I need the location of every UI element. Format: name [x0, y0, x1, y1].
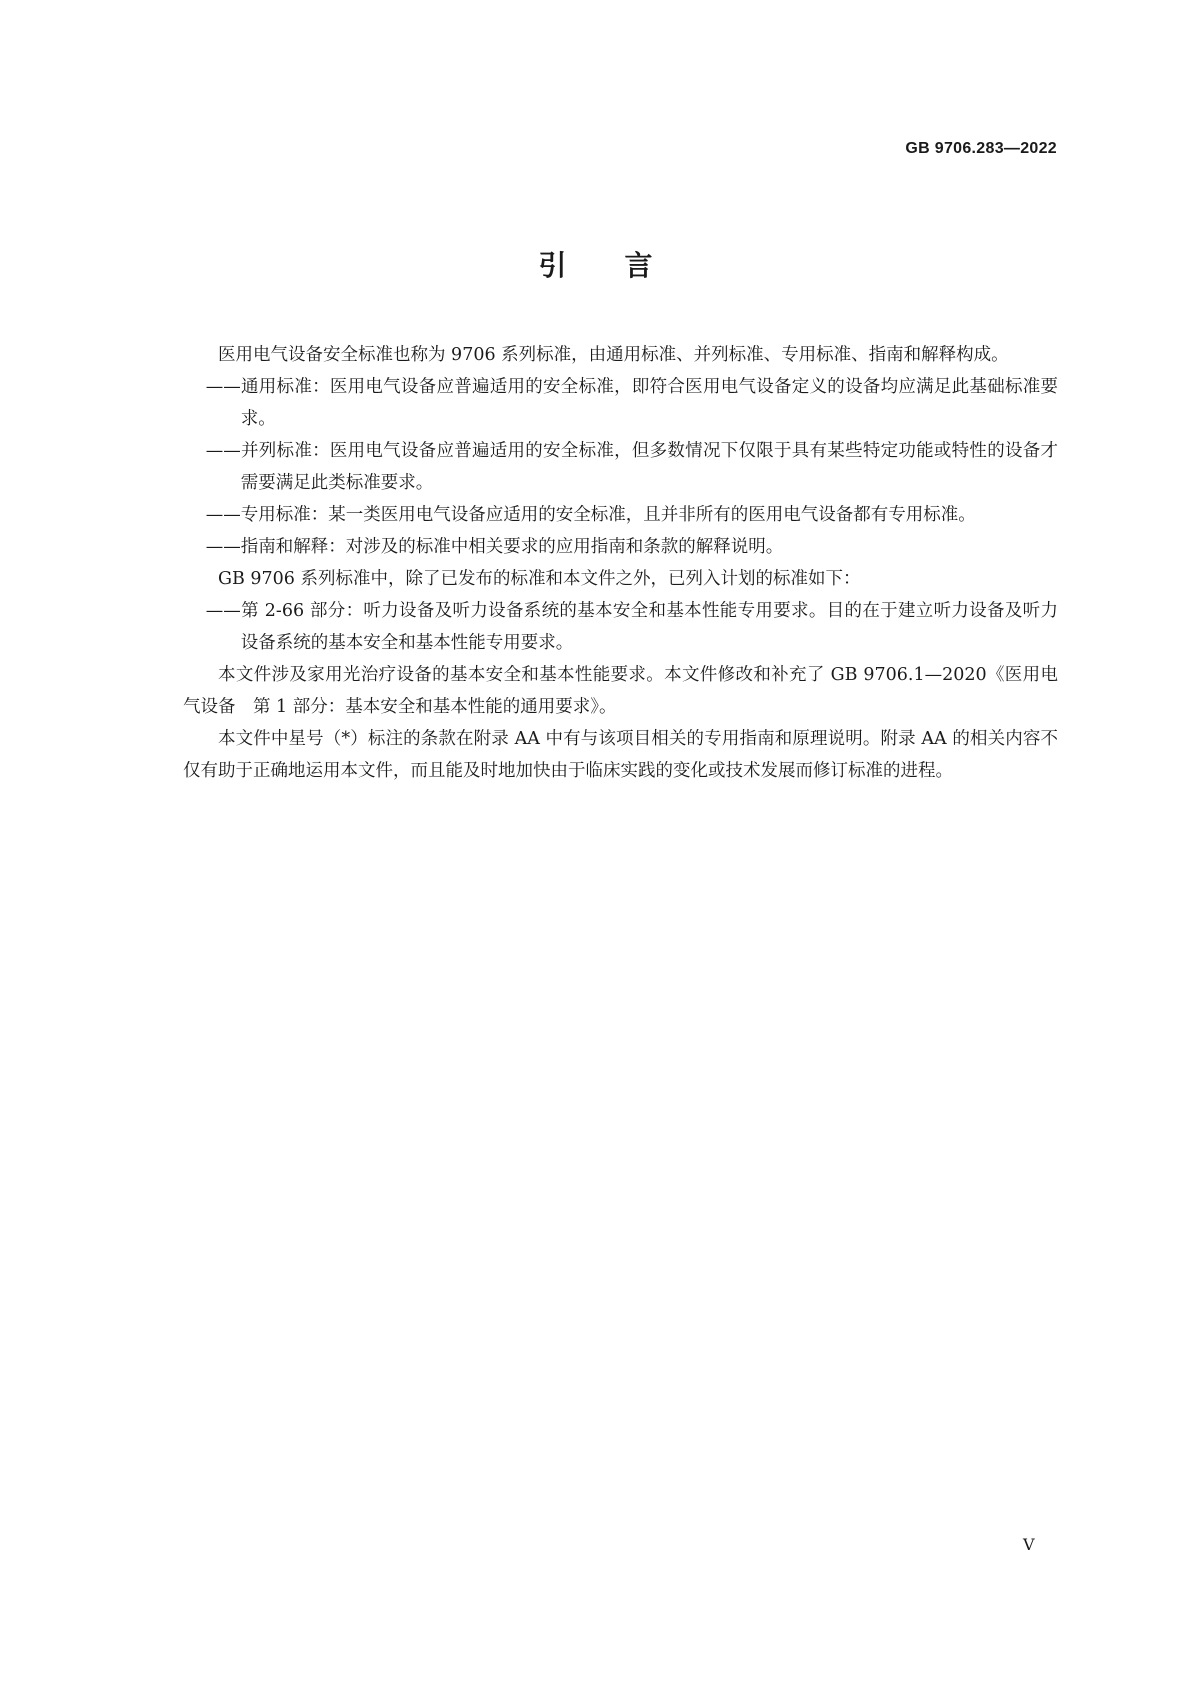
- list-item-guidance: ——指南和解释：对涉及的标准中相关要求的应用指南和条款的解释说明。: [205, 537, 784, 557]
- standard-number: GB 9706.283—2022: [905, 140, 1057, 157]
- intro-paragraph: 医用电气设备安全标准也称为 9706 系列标准，由通用标准、并列标准、专用标准、指南和解释构成。: [218, 345, 1009, 365]
- asterisk-note-paragraph: 本文件中星号（*）标注的条款在附录 AA 中有与该项目相关的专用指南和原理说明。附录 AA 的相关内容不仅有助于正确地运用本文件，而且能及时地加快由于临床实践的变化或技术发展而修订标准的进程。: [183, 729, 1058, 781]
- scope-paragraph: 本文件涉及家用光治疗设备的基本安全和基本性能要求。本文件修改和补充了 GB 9706.1—2020《医用电气设备 第 1 部分：基本安全和基本性能的通用要求》。: [183, 665, 1058, 717]
- planned-standards-paragraph: GB 9706 系列标准中，除了已发布的标准和本文件之外，已列入计划的标准如下：: [218, 569, 861, 589]
- page-number: V: [1023, 1535, 1035, 1554]
- page-title: 引言: [538, 249, 711, 282]
- introduction-body: [183, 339, 1058, 787]
- list-item-particular-standard: ——专用标准：某一类医用电气设备应适用的安全标准，且并非所有的医用电气设备都有专用标准。: [205, 505, 976, 525]
- list-item-collateral-standard: ——并列标准：医用电气设备应普遍适用的安全标准，但多数情况下仅限于具有某些特定功能或特性的设备才需要满足此类标准要求。: [205, 441, 1058, 493]
- list-item-part-2-66: ——第 2-66 部分：听力设备及听力设备系统的基本安全和基本性能专用要求。目的在于建立听力设备及听力设备系统的基本安全和基本性能专用要求。: [205, 601, 1058, 653]
- list-item-general-standard: ——通用标准：医用电气设备应普遍适用的安全标准，即符合医用电气设备定义的设备均应满足此基础标准要求。: [205, 377, 1058, 429]
